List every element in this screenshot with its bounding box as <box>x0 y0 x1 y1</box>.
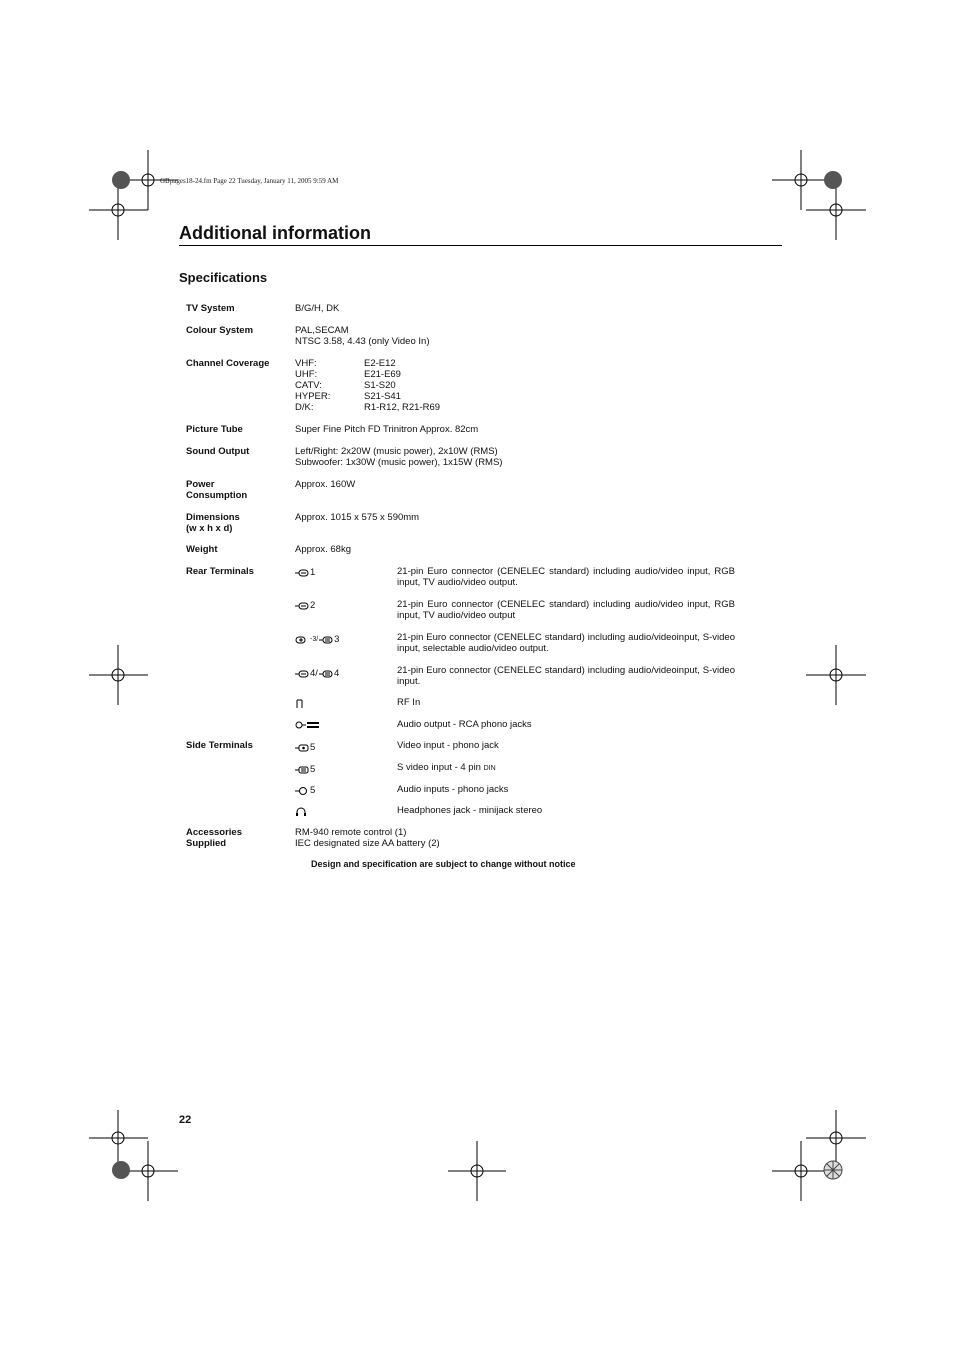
rear-terminal-number: 4 <box>333 668 340 679</box>
page-number: 22 <box>179 1114 192 1126</box>
side-terminals-label: Side Terminals <box>186 740 253 751</box>
accessories-line2: IEC designated size AA battery (2) <box>295 838 440 849</box>
accessories-line1: RM-940 remote control (1) <box>295 827 407 838</box>
file-header: GBpages18-24.fm Page 22 Tuesday, January 11, 2005 9:59 AM <box>160 177 339 185</box>
rear-terminal-desc: 21-pin Euro connector (CENELEC standard) including audio/videoinput, S-video input. <box>397 665 735 687</box>
scart-input-icon <box>295 669 309 679</box>
side-terminal-desc: Headphones jack - minijack stereo <box>397 805 543 816</box>
rear-terminal-number: 3 <box>334 634 340 645</box>
tv-system-label: TV System <box>186 303 235 314</box>
accessories-label-line2: Supplied <box>186 838 227 849</box>
side-terminal-audio <box>295 785 315 796</box>
side-terminal-svideo <box>295 764 315 775</box>
rear-terminal-4 <box>295 668 339 679</box>
rear-terminal-desc: RF In <box>397 697 421 708</box>
side-terminal-number: 5 <box>310 785 316 796</box>
rear-terminal-desc: Audio output - RCA phono jacks <box>397 719 532 730</box>
channel-range: S1-S20 <box>364 380 396 391</box>
power-value: Approx. 160W <box>295 479 356 490</box>
rear-terminal-rf <box>295 699 309 709</box>
audio-output-icon <box>295 720 321 730</box>
side-terminal-headphones <box>295 807 309 817</box>
sound-output-line1: Left/Right: 2x20W (music power), 2x10W (RMS) <box>295 446 498 457</box>
rear-terminal-audio-out <box>295 720 321 730</box>
colour-system-line2: NTSC 3.58, 4.43 (only Video In) <box>295 336 430 347</box>
channel-range: R1-R12, R21-R69 <box>364 402 441 413</box>
channel-band: D/K: <box>295 402 314 413</box>
antenna-icon <box>295 699 309 709</box>
rear-terminal-3 <box>295 634 339 645</box>
scart-input-icon <box>295 601 309 611</box>
colour-system-label: Colour System <box>186 325 254 336</box>
channel-band: VHF: <box>295 358 317 369</box>
accessories-label-line1: Accessories <box>186 827 242 838</box>
dimensions-label-line1: Dimensions <box>186 512 240 523</box>
picture-tube-value: Super Fine Pitch FD Trinitron Approx. 82cm <box>295 424 479 435</box>
channel-band: HYPER: <box>295 391 331 402</box>
rear-terminal-desc: 21-pin Euro connector (CENELEC standard) including audio/video input, RGB input, TV audio/video output. <box>397 566 735 588</box>
rear-terminal-number: 2 <box>310 600 316 611</box>
rear-terminal-number: 1 <box>310 567 316 578</box>
s-video-scart-icon <box>319 635 333 645</box>
power-label-line1: Power <box>186 479 215 490</box>
title-rule <box>179 245 782 246</box>
dimensions-label-line2: (w x h x d) <box>186 523 233 534</box>
rear-terminal-desc: 21-pin Euro connector (CENELEC standard) including audio/videoinput, S-video input, selectable audio/video output. <box>397 632 735 654</box>
channel-coverage-label: Channel Coverage <box>186 358 270 369</box>
video-input-icon <box>295 743 309 753</box>
page-title: Additional information <box>179 223 371 243</box>
colour-system-line1: PAL,SECAM <box>295 325 349 336</box>
channel-range: E21-E69 <box>364 369 401 380</box>
side-terminal-desc: Video input - phono jack <box>397 740 499 751</box>
audio-input-icon <box>295 786 309 796</box>
scart-output-icon <box>295 635 309 645</box>
side-terminal-desc-text: S video input - 4 pin <box>397 762 481 773</box>
rear-terminals-label: Rear Terminals <box>186 566 254 577</box>
rear-terminal-2 <box>295 600 315 611</box>
rear-terminal-separator: -3/ <box>310 636 319 643</box>
rear-terminal-desc: 21-pin Euro connector (CENELEC standard) including audio/video input, RGB input, TV audio/video output <box>397 599 735 621</box>
rear-terminal-separator: 4/ <box>310 668 318 679</box>
channel-band: CATV: <box>295 380 322 391</box>
tv-system-value: B/G/H, DK <box>295 303 340 314</box>
power-label-line2: Consumption <box>186 490 248 501</box>
section-title: Specifications <box>179 270 268 285</box>
dimensions-value: Approx. 1015 x 575 x 590mm <box>295 512 420 523</box>
sound-output-line2: Subwoofer: 1x30W (music power), 1x15W (RMS) <box>295 457 503 468</box>
scart-input-icon <box>295 568 309 578</box>
din-label: DIN <box>483 765 496 772</box>
s-video-input-icon <box>295 765 309 775</box>
weight-value: Approx. 68kg <box>295 544 351 555</box>
channel-range: S21-S41 <box>364 391 401 402</box>
channel-band: UHF: <box>295 369 318 380</box>
channel-range: E2-E12 <box>364 358 396 369</box>
side-terminal-desc <box>397 762 735 774</box>
s-video-scart-icon <box>319 669 333 679</box>
sound-output-label: Sound Output <box>186 446 250 457</box>
picture-tube-label: Picture Tube <box>186 424 243 435</box>
weight-label: Weight <box>186 544 218 555</box>
side-terminal-video <box>295 742 315 753</box>
side-terminal-desc: Audio inputs - phono jacks <box>397 784 509 795</box>
side-terminal-number: 5 <box>310 764 316 775</box>
headphones-icon <box>295 807 309 817</box>
spec-change-notice: Design and specification are subject to change without notice <box>311 859 576 869</box>
side-terminal-number: 5 <box>310 742 316 753</box>
rear-terminal-1 <box>295 567 315 578</box>
